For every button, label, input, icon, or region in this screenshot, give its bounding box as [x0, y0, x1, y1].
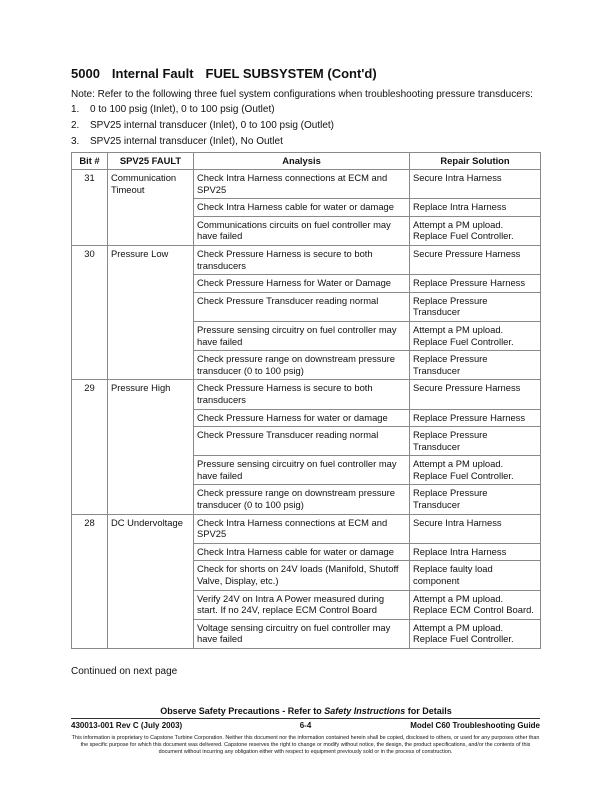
config-text: 0 to 100 psig (Inlet), 0 to 100 psig (Outlet) — [90, 104, 275, 115]
fault-table-body — [72, 170, 541, 649]
header-fault: SPV25 FAULT — [108, 153, 194, 170]
safety-suffix: for Details — [405, 706, 452, 716]
analysis-cell: Pressure sensing circuitry on fuel controller may have failed — [194, 456, 410, 485]
page-heading — [71, 66, 377, 81]
repair-cell: Attempt a PM upload. Replace Fuel Controller. — [410, 619, 541, 648]
section-name: Internal Fault — [111, 66, 194, 81]
bit-cell: 28 — [72, 514, 108, 648]
analysis-cell: Check for shorts on 24V loads (Manifold, Shutoff Valve, Display, etc.) — [194, 561, 410, 590]
repair-cell: Attempt a PM upload. Replace ECM Control Board. — [410, 590, 541, 619]
repair-cell: Attempt a PM upload. Replace Fuel Controller. — [410, 456, 541, 485]
repair-cell: Replace Pressure Transducer — [410, 351, 541, 380]
analysis-cell: Check Intra Harness cable for water or damage — [194, 199, 410, 217]
fault-cell: DC Undervoltage — [108, 514, 194, 648]
fault-table — [71, 152, 541, 649]
fault-cell: Communication Timeout — [108, 170, 194, 246]
fault-cell: Pressure Low — [108, 245, 194, 379]
analysis-cell: Verify 24V on Intra A Power measured during start. If no 24V, replace ECM Control Board — [194, 590, 410, 619]
bit-cell: 29 — [72, 380, 108, 514]
section-number: 5000 — [71, 66, 100, 81]
header-analysis: Analysis — [194, 153, 410, 170]
repair-cell: Replace Pressure Transducer — [410, 292, 541, 321]
config-number: 2. — [71, 120, 80, 131]
table-row — [72, 514, 541, 543]
repair-cell: Attempt a PM upload. Replace Fuel Controller. — [410, 321, 541, 350]
config-text: SPV25 internal transducer (Inlet), 0 to 100 psig (Outlet) — [90, 120, 335, 131]
header-bit: Bit # — [72, 153, 108, 170]
analysis-cell: Voltage sensing circuitry on fuel controller may have failed — [194, 619, 410, 648]
page-number: 6-4 — [299, 721, 312, 730]
legal-notice: This information is proprietary to Capstone Turbine Corporation. Neither this document nor the information contained herein shall be copied, disclosed to others, or used for any purposes other than the specific purpose for which this document was delivered. Capstone reserves the right to change or modify without notice, the design, the product specifications, and/or the contents of this document without incurring any obligation either with respect to equipment previously sold or in the process of construction. — [71, 735, 540, 755]
table-row — [72, 170, 541, 199]
config-number: 3. — [71, 136, 80, 147]
repair-cell: Replace Pressure Transducer — [410, 427, 541, 456]
repair-cell: Replace faulty load component — [410, 561, 541, 590]
config-number: 1. — [71, 104, 80, 115]
analysis-cell: Check Intra Harness connections at ECM and SPV25 — [194, 514, 410, 543]
analysis-cell: Check Pressure Harness is secure to both transducers — [194, 245, 410, 274]
config-item — [71, 104, 275, 115]
table-header-row — [72, 153, 541, 170]
footer-divider — [71, 718, 540, 719]
analysis-cell: Pressure sensing circuitry on fuel controller may have failed — [194, 321, 410, 350]
bit-cell: 31 — [72, 170, 108, 246]
repair-cell: Replace Intra Harness — [410, 543, 541, 561]
header-repair: Repair Solution — [410, 153, 541, 170]
safety-emphasis: Safety Instructions — [324, 706, 406, 716]
repair-cell: Secure Pressure Harness — [410, 380, 541, 409]
bit-cell: 30 — [72, 245, 108, 379]
config-text: SPV25 internal transducer (Inlet), No Outlet — [90, 136, 283, 147]
analysis-cell: Check pressure range on downstream pressure transducer (0 to 100 psig) — [194, 485, 410, 514]
analysis-cell: Communications circuits on fuel controller may have failed — [194, 216, 410, 245]
guide-title: Model C60 Troubleshooting Guide — [410, 721, 540, 730]
table-row — [72, 245, 541, 274]
config-item — [71, 136, 283, 147]
analysis-cell: Check Pressure Transducer reading normal — [194, 292, 410, 321]
doc-number: 430013-001 Rev C (July 2003) — [71, 721, 183, 730]
repair-cell: Secure Pressure Harness — [410, 245, 541, 274]
safety-prefix: Observe Safety Precautions - Refer to — [160, 706, 325, 716]
repair-cell: Replace Pressure Harness — [410, 275, 541, 293]
repair-cell: Attempt a PM upload. Replace Fuel Controller. — [410, 216, 541, 245]
table-row — [72, 380, 541, 409]
repair-cell: Replace Pressure Harness — [410, 409, 541, 427]
analysis-cell: Check Pressure Harness for Water or Damage — [194, 275, 410, 293]
continued-note: Continued on next page — [71, 666, 178, 677]
repair-cell: Replace Pressure Transducer — [410, 485, 541, 514]
analysis-cell: Check pressure range on downstream pressure transducer (0 to 100 psig) — [194, 351, 410, 380]
repair-cell: Replace Intra Harness — [410, 199, 541, 217]
repair-cell: Secure Intra Harness — [410, 170, 541, 199]
safety-notice — [0, 706, 612, 716]
note-text: Note: Refer to the following three fuel system configurations when troubleshooting pressure transducers: — [71, 89, 533, 100]
config-item — [71, 120, 334, 131]
analysis-cell: Check Pressure Harness is secure to both transducers — [194, 380, 410, 409]
analysis-cell: Check Intra Harness connections at ECM and SPV25 — [194, 170, 410, 199]
subsystem-name: FUEL SUBSYSTEM (Cont'd) — [205, 66, 377, 81]
analysis-cell: Check Intra Harness cable for water or damage — [194, 543, 410, 561]
fault-cell: Pressure High — [108, 380, 194, 514]
analysis-cell: Check Pressure Transducer reading normal — [194, 427, 410, 456]
repair-cell: Secure Intra Harness — [410, 514, 541, 543]
analysis-cell: Check Pressure Harness for water or damage — [194, 409, 410, 427]
